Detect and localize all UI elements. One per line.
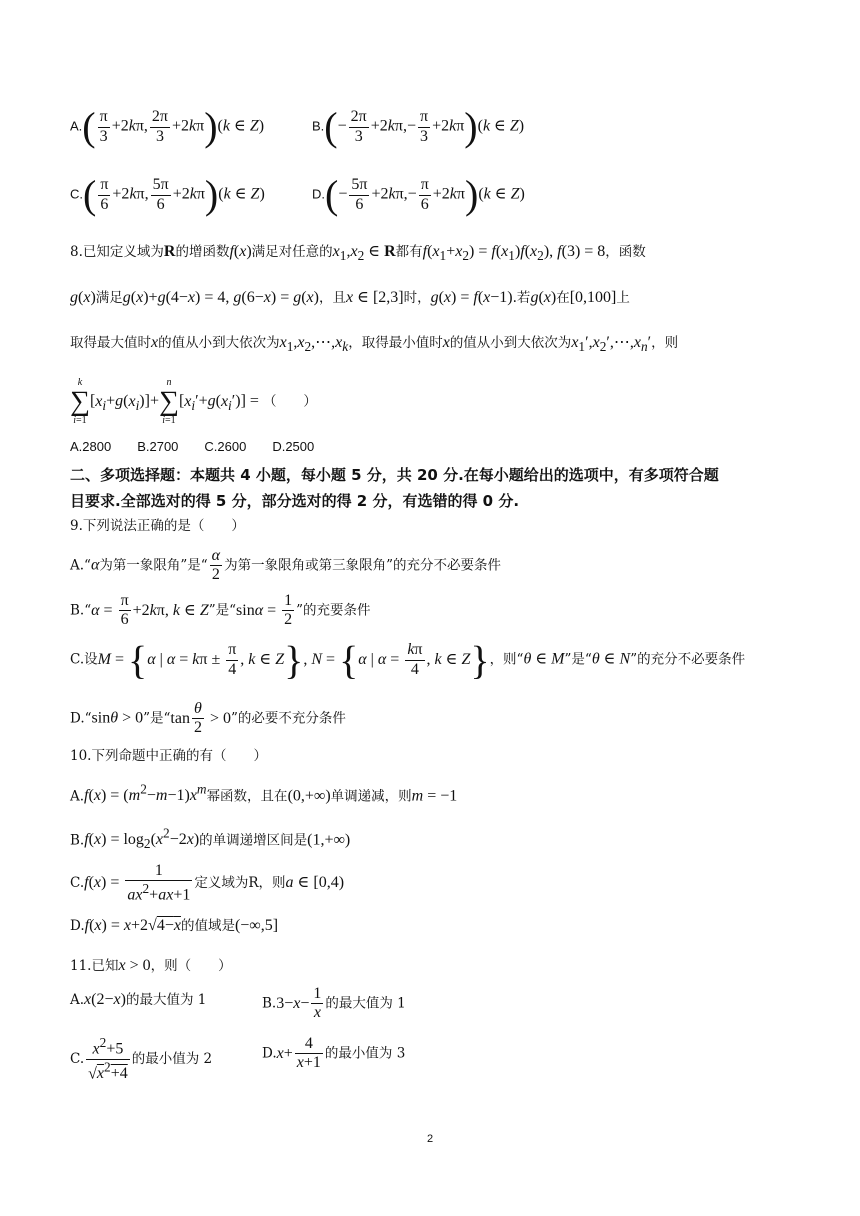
page-number: 2 (426, 1133, 434, 1145)
q11-option-b: B.3−x− $\frac{1}{x}$ 的最大值为 1 (262, 985, 406, 1022)
q7-option-c: C.( $\frac{\pi}{6}$ +2kπ, $\frac{5\pi}{6}$ +2kπ)(k ∈ Z) (70, 172, 265, 217)
q7-option-a: A.( $\frac{\pi}{3}$ +2kπ, $\frac{2\pi}{3}$ +2kπ)(k ∈ Z) (70, 104, 265, 149)
q8-line-3: 取得最大值时x的值从小到大依次为$x_1,x_2,\cdots,x_k$，取得最小值时x的值从小到大依次为$x_1',x_2',\cdots,x_n'$，则 (70, 334, 679, 355)
q10-stem: 10.下列命题中正确的有（ ） (70, 748, 267, 764)
q9-option-d: D.“sinθ > 0”是“tan $\frac{\theta}{2}$ > 0”的必要不充分条件 (70, 700, 346, 737)
section-heading-line-2: 目要求.全部选对的得 5 分，部分选对的得 2 分，有选错的得 0 分. (70, 492, 520, 510)
q10-option-c: C.f(x) = $\frac{1}{ax^2+ax+1}$ 定义域为R，则a ∈ [0,4) (70, 862, 345, 904)
q10-option-a: $A.f(x) = (m^2-m-1)x^m$幂函数，且在(0,+∞)单调递减，则m = −1 (70, 782, 458, 805)
q7-option-d: D.(− $\frac{5\pi}{6}$ +2kπ,− $\frac{\pi}{6}$ +2kπ)(k ∈ Z) (312, 172, 525, 217)
q8-line-2: g(x)满足g(x)+g(4−x) = 4, g(6−x) = g(x)，且x ∈ [2,3]时，g(x) = f(x−1).若g(x)在[0,100]上 (70, 289, 630, 306)
q8-sum-expression: k ∑ $i=1[x_i+g(x_i)]+n$ ∑ $i=1[x_i'+g(x_i')]$ = （ ） (70, 377, 317, 426)
q10-option-d: D.f(x) = x+2√4−x的值域是(−∞,5] (70, 917, 279, 934)
q8-line-1: 8.已知定义域为R的增函数f(x)满足对任意的$x_1,x_2$ ∈ R都有$f(x_1+x_2) = f(x_1)f(x_2)$, f(3) = 8，函数 (70, 243, 646, 264)
q9-option-c: C.设M = {α | α = kπ ± $\frac{\pi}{4}$ , k ∈ Z}, N = {α | α = $\frac{k\pi}{4}$ , k ∈ Z}，则“θ ∈ M”是“θ ∈ N”的充分不必要条件 (70, 637, 746, 682)
q11-option-c: C. $\frac{x^2+5}{√x^2+4}$ 的最小值为 2 (70, 1035, 213, 1083)
q10-option-b: $B.f(x) = \log_2(x^2-2x)$的单调递增区间是(1,+∞) (70, 826, 351, 852)
q11-option-d: D.x+ $\frac{4}{x+1}$ 的最小值为 3 (262, 1035, 406, 1072)
q9-option-a: A.“α为第一象限角”是“ $\frac{\alpha}{2}$ 为第一象限角或第三象限角”的充分不必要条件 (70, 547, 501, 584)
q9-option-b: B.“α = $\frac{\pi}{6}$ +2kπ, k ∈ Z”是“sinα = $\frac{1}{2}$ ”的充要条件 (70, 592, 371, 629)
q11-stem: 11.已知x > 0，则（ ） (70, 957, 232, 974)
section-heading-line-1: 二、多项选择题：本题共 4 小题，每小题 5 分，共 20 分.在每小题给出的选项中，有多项符合题 (70, 466, 719, 484)
q7-option-b: B.(− $\frac{2\pi}{3}$ +2kπ,− $\frac{\pi}{3}$ +2kπ)(k ∈ Z) (312, 104, 525, 149)
q9-stem: 9.下列说法正确的是（ ） (70, 518, 245, 534)
q11-option-a: A.x(2−x)的最大值为 1 (70, 991, 207, 1008)
q8-options: A.2800 B.2700 C.2600 D.2500 (70, 439, 315, 454)
